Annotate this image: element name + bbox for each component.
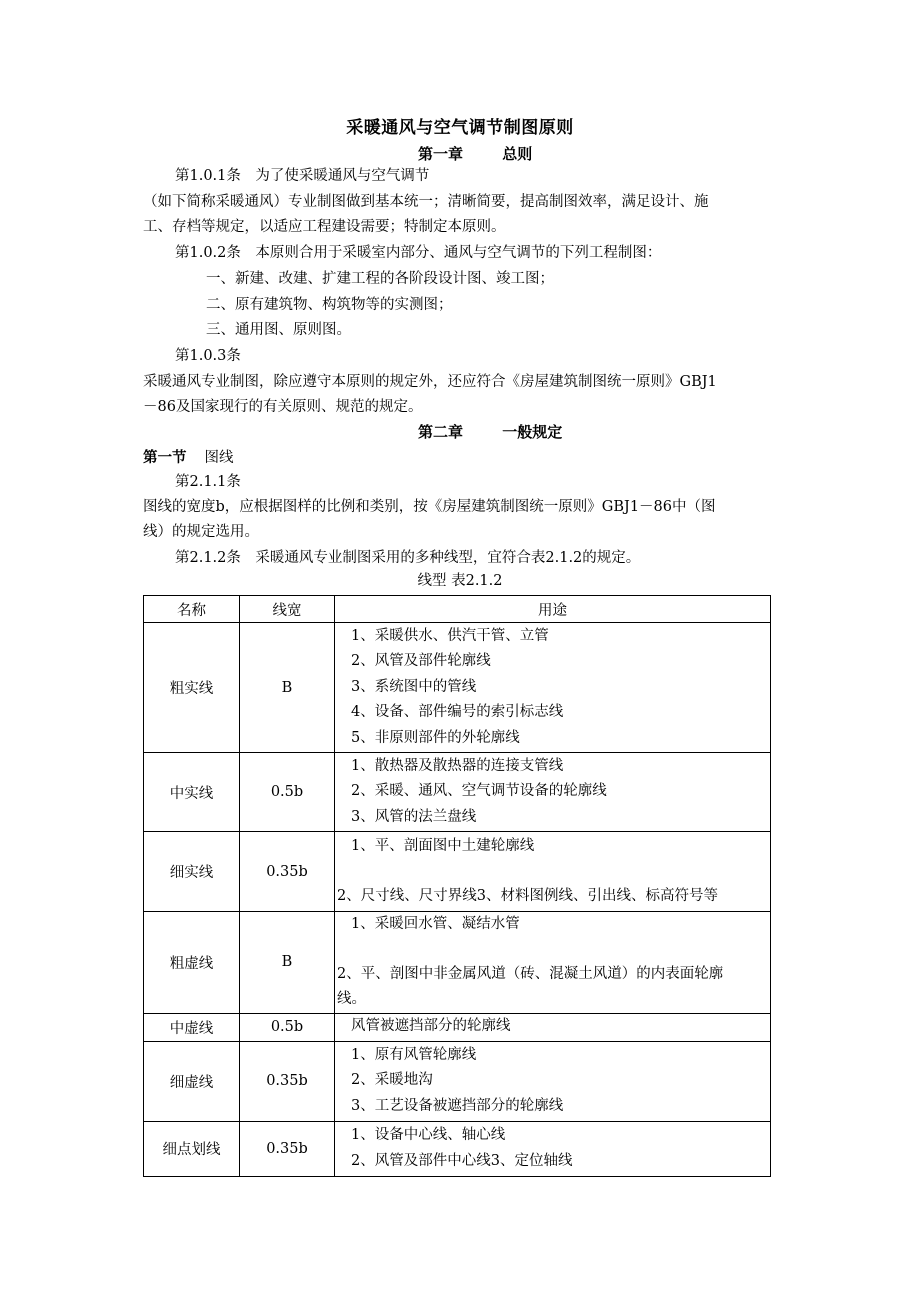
use-item: 2、采暖、通风、空气调节设备的轮廓线 xyxy=(351,783,607,800)
use-item: 5、非原则部件的外轮廓线 xyxy=(351,729,520,746)
chapter-2-number: 第二章 xyxy=(418,423,464,441)
table-row xyxy=(144,753,771,832)
chapter-2-name: 一般规定 xyxy=(502,423,563,441)
row-uses xyxy=(335,912,771,1014)
use-item: 3、工艺设备被遮挡部分的轮廓线 xyxy=(351,1097,564,1114)
row-width: 0.5b xyxy=(240,753,335,832)
line-type-table xyxy=(143,595,771,1177)
use-item: 1、平、剖面图中土建轮廓线 xyxy=(351,838,535,854)
row-name: 粗实线 xyxy=(144,623,240,753)
use-item: 1、散热器及散热器的连接支管线 xyxy=(351,757,564,774)
use-item: 2、风管及部件中心线3、定位轴线 xyxy=(351,1152,573,1169)
header-width: 线宽 xyxy=(240,596,335,623)
article-1-0-2-item-1: 一、新建、改建、扩建工程的各阶段设计图、竣工图； xyxy=(206,271,554,287)
article-2-1-1-line-1: 图线的宽度b，应根据图样的比例和类别，按《房屋建筑制图统一原则》GBJ1－86中（图 xyxy=(143,499,716,515)
row-name: 细虚线 xyxy=(144,1041,240,1121)
chapter-2-heading xyxy=(418,421,562,442)
section-1-name: 图线 xyxy=(204,450,234,466)
chapter-1-number: 第一章 xyxy=(418,145,464,163)
row-uses xyxy=(335,1121,771,1176)
row-width: 0.35b xyxy=(240,1041,335,1121)
article-1-0-1-heading: 第1.0.1条 为了使采暖通风与空气调节 xyxy=(175,168,430,184)
article-1-0-3-line-2: －86及国家现行的有关原则、规范的规定。 xyxy=(143,399,423,415)
use-item: 2、平、剖图中非金属风道（砖、混凝土风道）的内表面轮廓 xyxy=(337,965,724,982)
use-item: 线。 xyxy=(337,991,366,1007)
row-name: 粗虚线 xyxy=(144,912,240,1014)
use-item: 2、采暖地沟 xyxy=(351,1072,433,1089)
use-item: 1、原有风管轮廓线 xyxy=(351,1046,477,1063)
section-1-number: 第一节 xyxy=(143,450,187,466)
use-item: 2、风管及部件轮廓线 xyxy=(351,653,491,670)
row-uses xyxy=(335,1041,771,1121)
table-header-row xyxy=(144,596,771,623)
row-uses xyxy=(335,753,771,832)
article-2-1-1-line-2: 线）的规定选用。 xyxy=(143,524,259,540)
article-1-0-2-heading: 第1.0.2条 本原则合用于采暖室内部分、通风与空气调节的下列工程制图： xyxy=(175,245,662,261)
article-2-1-1-heading: 第2.1.1条 xyxy=(175,474,241,490)
table-row xyxy=(144,1121,771,1176)
table-row xyxy=(144,1041,771,1121)
article-1-0-1-line-3: 工、存档等规定，以适应工程建设需要；特制定本原则。 xyxy=(143,219,506,235)
chapter-1-heading xyxy=(418,143,532,164)
table-row xyxy=(144,832,771,912)
article-1-0-2-item-2: 二、原有建筑物、构筑物等的实测图； xyxy=(206,297,453,313)
row-uses xyxy=(335,623,771,753)
row-name: 细实线 xyxy=(144,832,240,912)
chapter-1-name: 总则 xyxy=(502,145,533,163)
use-item: 1、采暖供水、供汽干管、立管 xyxy=(351,627,549,644)
row-uses xyxy=(335,832,771,912)
article-1-0-1-line-2: （如下简称采暖通风）专业制图做到基本统一；清晰简要，提高制图效率，满足设计、施 xyxy=(143,194,709,210)
use-item: 3、风管的法兰盘线 xyxy=(351,808,477,825)
document-title: 采暖通风与空气调节制图原则 xyxy=(346,118,574,138)
article-1-0-2-item-3: 三、通用图、原则图。 xyxy=(206,322,351,338)
header-name: 名称 xyxy=(144,596,240,623)
use-item: 3、系统图中的管线 xyxy=(351,678,477,695)
row-name: 中实线 xyxy=(144,753,240,832)
section-1-heading xyxy=(143,446,234,467)
table-row xyxy=(144,1013,771,1041)
table-caption: 线型 表2.1.2 xyxy=(417,573,503,589)
use-item: 1、设备中心线、轴心线 xyxy=(351,1127,506,1143)
row-width: 0.35b xyxy=(240,1121,335,1176)
row-width: B xyxy=(240,623,335,753)
use-item: 风管被遮挡部分的轮廓线 xyxy=(351,1018,511,1035)
use-item: 4、设备、部件编号的索引标志线 xyxy=(351,704,564,721)
row-uses xyxy=(335,1013,771,1041)
article-2-1-2-heading: 第2.1.2条 采暖通风专业制图采用的多种线型，宜符合表2.1.2的规定。 xyxy=(175,550,641,566)
header-use: 用途 xyxy=(335,596,771,623)
table-row xyxy=(144,623,771,753)
table-row xyxy=(144,912,771,1014)
use-item: 1、采暖回水管、凝结水管 xyxy=(351,916,520,932)
row-name: 细点划线 xyxy=(144,1121,240,1176)
article-1-0-3-line-1: 采暖通风专业制图，除应遵守本原则的规定外，还应符合《房屋建筑制图统一原则》GBJ1 xyxy=(143,374,717,390)
article-1-0-3-heading: 第1.0.3条 xyxy=(175,348,241,364)
row-width: B xyxy=(240,912,335,1014)
row-width: 0.5b xyxy=(240,1013,335,1041)
row-width: 0.35b xyxy=(240,832,335,912)
use-item: 2、尺寸线、尺寸界线3、材料图例线、引出线、标高符号等 xyxy=(337,887,718,904)
row-name: 中虚线 xyxy=(144,1013,240,1041)
